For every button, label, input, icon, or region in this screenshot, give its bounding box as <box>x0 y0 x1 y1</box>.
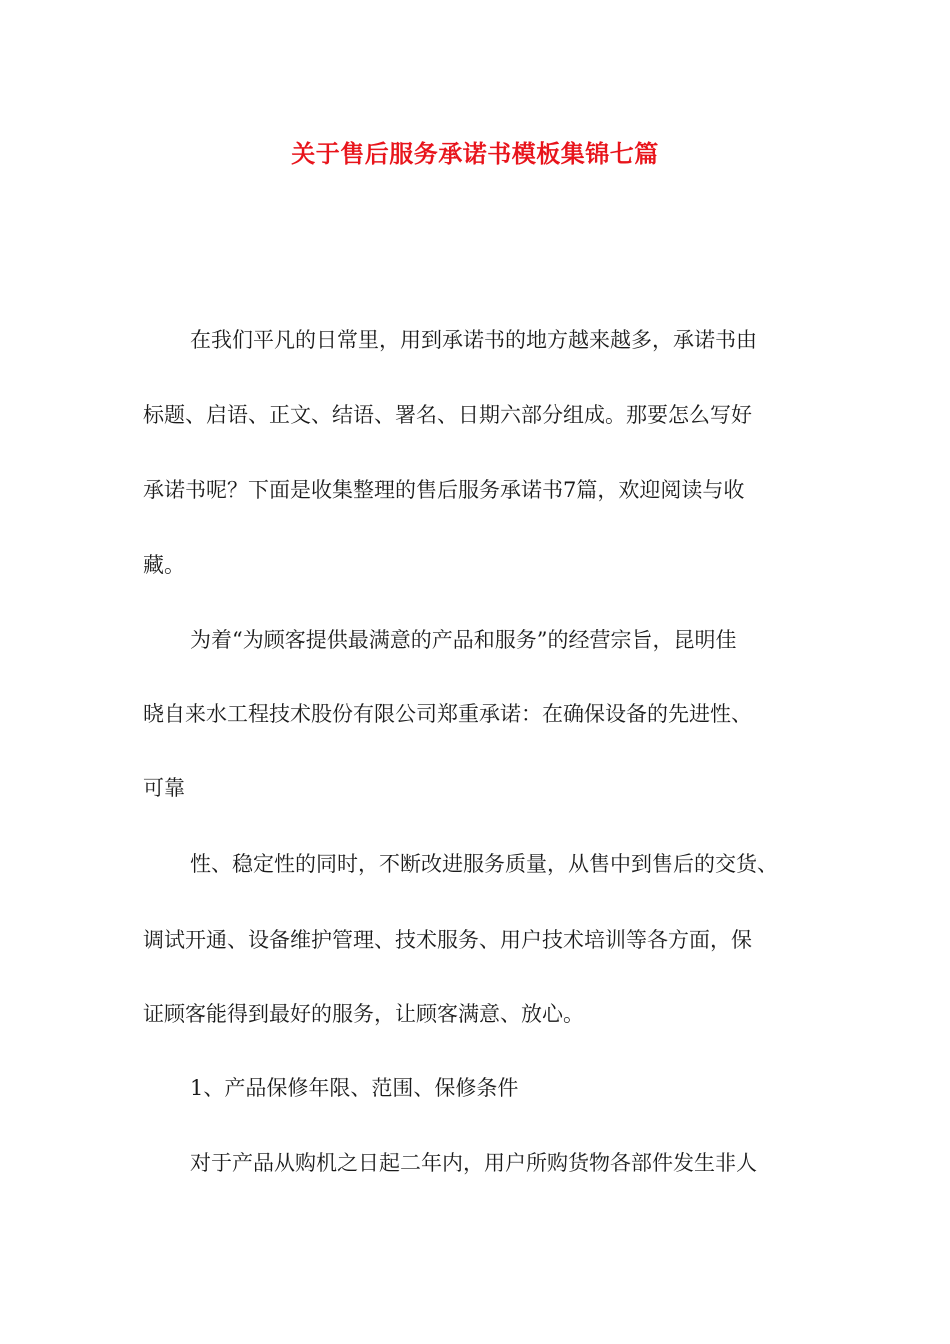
paragraph-line: 性、稳定性的同时，不断改进服务质量，从售中到售后的交货、 <box>190 852 778 876</box>
section-heading: 1、产品保修年限、范围、保修条件 <box>190 1076 519 1100</box>
paragraph-line: 藏。 <box>143 553 185 577</box>
document-title: 关于售后服务承诺书模板集锦七篇 <box>291 140 659 168</box>
paragraph-line: 对于产品从购机之日起二年内，用户所购货物各部件发生非人 <box>190 1151 757 1175</box>
paragraph-line: 调试开通、设备维护管理、技术服务、用户技术培训等各方面，保 <box>143 928 752 952</box>
paragraph-line: 为着“为顾客提供最满意的产品和服务”的经营宗旨，昆明佳 <box>190 628 737 652</box>
paragraph-line: 标题、启语、正文、结语、署名、日期六部分组成。那要怎么写好 <box>143 403 752 427</box>
paragraph-line: 可靠 <box>143 776 185 800</box>
paragraph-line: 承诺书呢？下面是收集整理的售后服务承诺书7篇，欢迎阅读与收 <box>143 478 745 502</box>
paragraph-line: 在我们平凡的日常里，用到承诺书的地方越来越多，承诺书由 <box>190 328 757 352</box>
paragraph-line: 晓自来水工程技术股份有限公司郑重承诺：在确保设备的先进性、 <box>143 702 752 726</box>
paragraph-line: 证顾客能得到最好的服务，让顾客满意、放心。 <box>143 1002 584 1026</box>
